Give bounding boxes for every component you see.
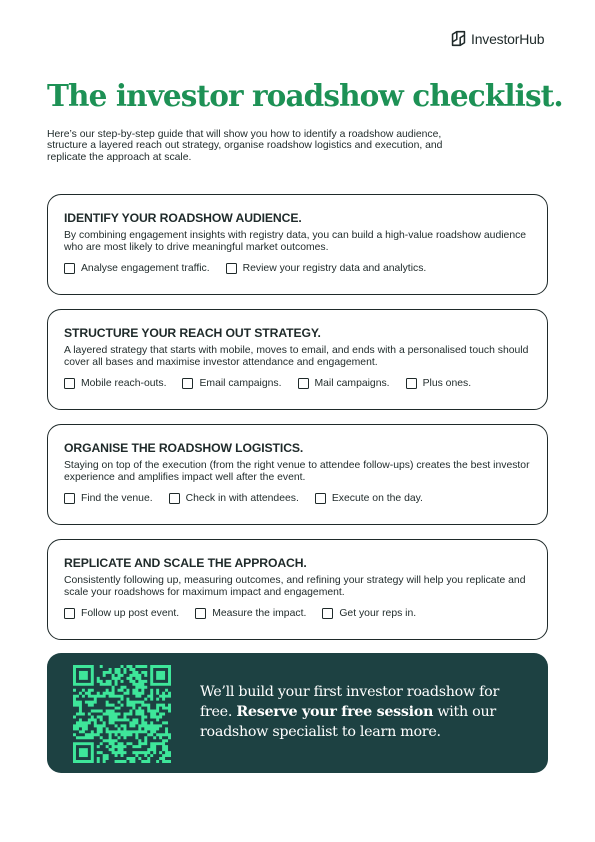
checklist-item[interactable] — [406, 378, 472, 389]
checklist-item-label: Analyse engagement traffic. — [81, 263, 210, 275]
checklist-item-label: Find the venue. — [81, 493, 153, 505]
cta-text-outro: with our roadshow specialist to learn more. — [200, 704, 496, 740]
section-body: By combining engagement insights with registry data, you can build a high-value roadshow audience who are most likely to drive meaningful market outcomes. — [64, 230, 527, 253]
section-body: Consistently following up, measuring outcomes, and refining your strategy will help you replicate and scale your roadshows for maximum impact and engagement. — [64, 575, 526, 598]
checkbox-icon[interactable] — [64, 608, 75, 619]
section-reach-out-strategy — [47, 309, 548, 410]
section-title: ORGANISE THE ROADSHOW LOGISTICS. — [64, 441, 304, 455]
checklist-item[interactable] — [315, 493, 423, 504]
checkbox-icon[interactable] — [226, 263, 237, 274]
section-logistics — [47, 424, 548, 525]
section-title: IDENTIFY YOUR ROADSHOW AUDIENCE. — [64, 211, 302, 225]
checklist-item-label: Get your reps in. — [339, 608, 417, 620]
checklist — [64, 263, 531, 274]
checklist-item-label: Execute on the day. — [331, 493, 423, 505]
checkbox-icon[interactable] — [169, 493, 180, 504]
checklist — [64, 493, 531, 504]
brand-logo — [450, 30, 544, 47]
checkbox-icon[interactable] — [64, 493, 75, 504]
section-replicate-scale — [47, 539, 548, 640]
checklist-item-label: Mobile reach-outs. — [81, 378, 167, 390]
section-body: A layered strategy that starts with mobile, moves to email, and ends with a personalised touch should cover all bases and maximise investor attendance and engagement. — [64, 345, 529, 368]
cta-reserve-link[interactable]: Reserve your free session — [236, 704, 434, 720]
checklist-item-label: Email campaigns. — [199, 378, 282, 390]
checklist-item[interactable] — [64, 608, 179, 619]
investorhub-logo-icon — [450, 30, 467, 47]
checklist-item[interactable] — [195, 608, 306, 619]
checkbox-icon[interactable] — [182, 378, 193, 389]
section-title: REPLICATE AND SCALE THE APPROACH. — [64, 556, 307, 570]
brand-name: InvestorHub — [471, 30, 545, 47]
checklist-item[interactable] — [226, 263, 427, 274]
cta-text — [200, 682, 520, 742]
section-body: Staying on top of the execution (from the right venue to attendee follow-ups) creates the best investor experience and amplifies impact well after the event. — [64, 460, 530, 483]
checklist-item-label: Mail campaigns. — [314, 378, 390, 390]
checklist-item-label: Measure the impact. — [212, 608, 307, 620]
checklist-item[interactable] — [298, 378, 390, 389]
checkbox-icon[interactable] — [322, 608, 333, 619]
checklist-item-label: Check in with attendees. — [185, 493, 299, 505]
checklist-item-label: Plus ones. — [422, 378, 472, 390]
intro-text: Here’s our step-by-step guide that will show you how to identify a roadshow audience, structure a layered reach out strategy, organise roadshow logistics and execution, and replicate the approach at scale. — [47, 129, 443, 163]
checkbox-icon[interactable] — [298, 378, 309, 389]
checklist-item-label: Review your registry data and analytics. — [242, 263, 427, 275]
cta-banner — [47, 653, 548, 773]
qr-code[interactable] — [73, 665, 171, 763]
checklist-item[interactable] — [182, 378, 281, 389]
section-title: STRUCTURE YOUR REACH OUT STRATEGY. — [64, 326, 321, 340]
checklist-item[interactable] — [322, 608, 416, 619]
cta-text-intro: We’ll build your first investor roadshow for free. — [200, 684, 499, 720]
page-title: The investor roadshow checklist. — [47, 78, 563, 113]
checkbox-icon[interactable] — [64, 263, 75, 274]
checklist-item[interactable] — [169, 493, 299, 504]
checkbox-icon[interactable] — [406, 378, 417, 389]
checkbox-icon[interactable] — [315, 493, 326, 504]
checklist-item[interactable] — [64, 493, 153, 504]
checkbox-icon[interactable] — [195, 608, 206, 619]
checkbox-icon[interactable] — [64, 378, 75, 389]
checklist-item[interactable] — [64, 378, 166, 389]
checklist — [64, 378, 531, 389]
checklist-item-label: Follow up post event. — [81, 608, 180, 620]
checklist-item[interactable] — [64, 263, 210, 274]
section-identify-audience — [47, 194, 548, 295]
checklist — [64, 608, 531, 619]
